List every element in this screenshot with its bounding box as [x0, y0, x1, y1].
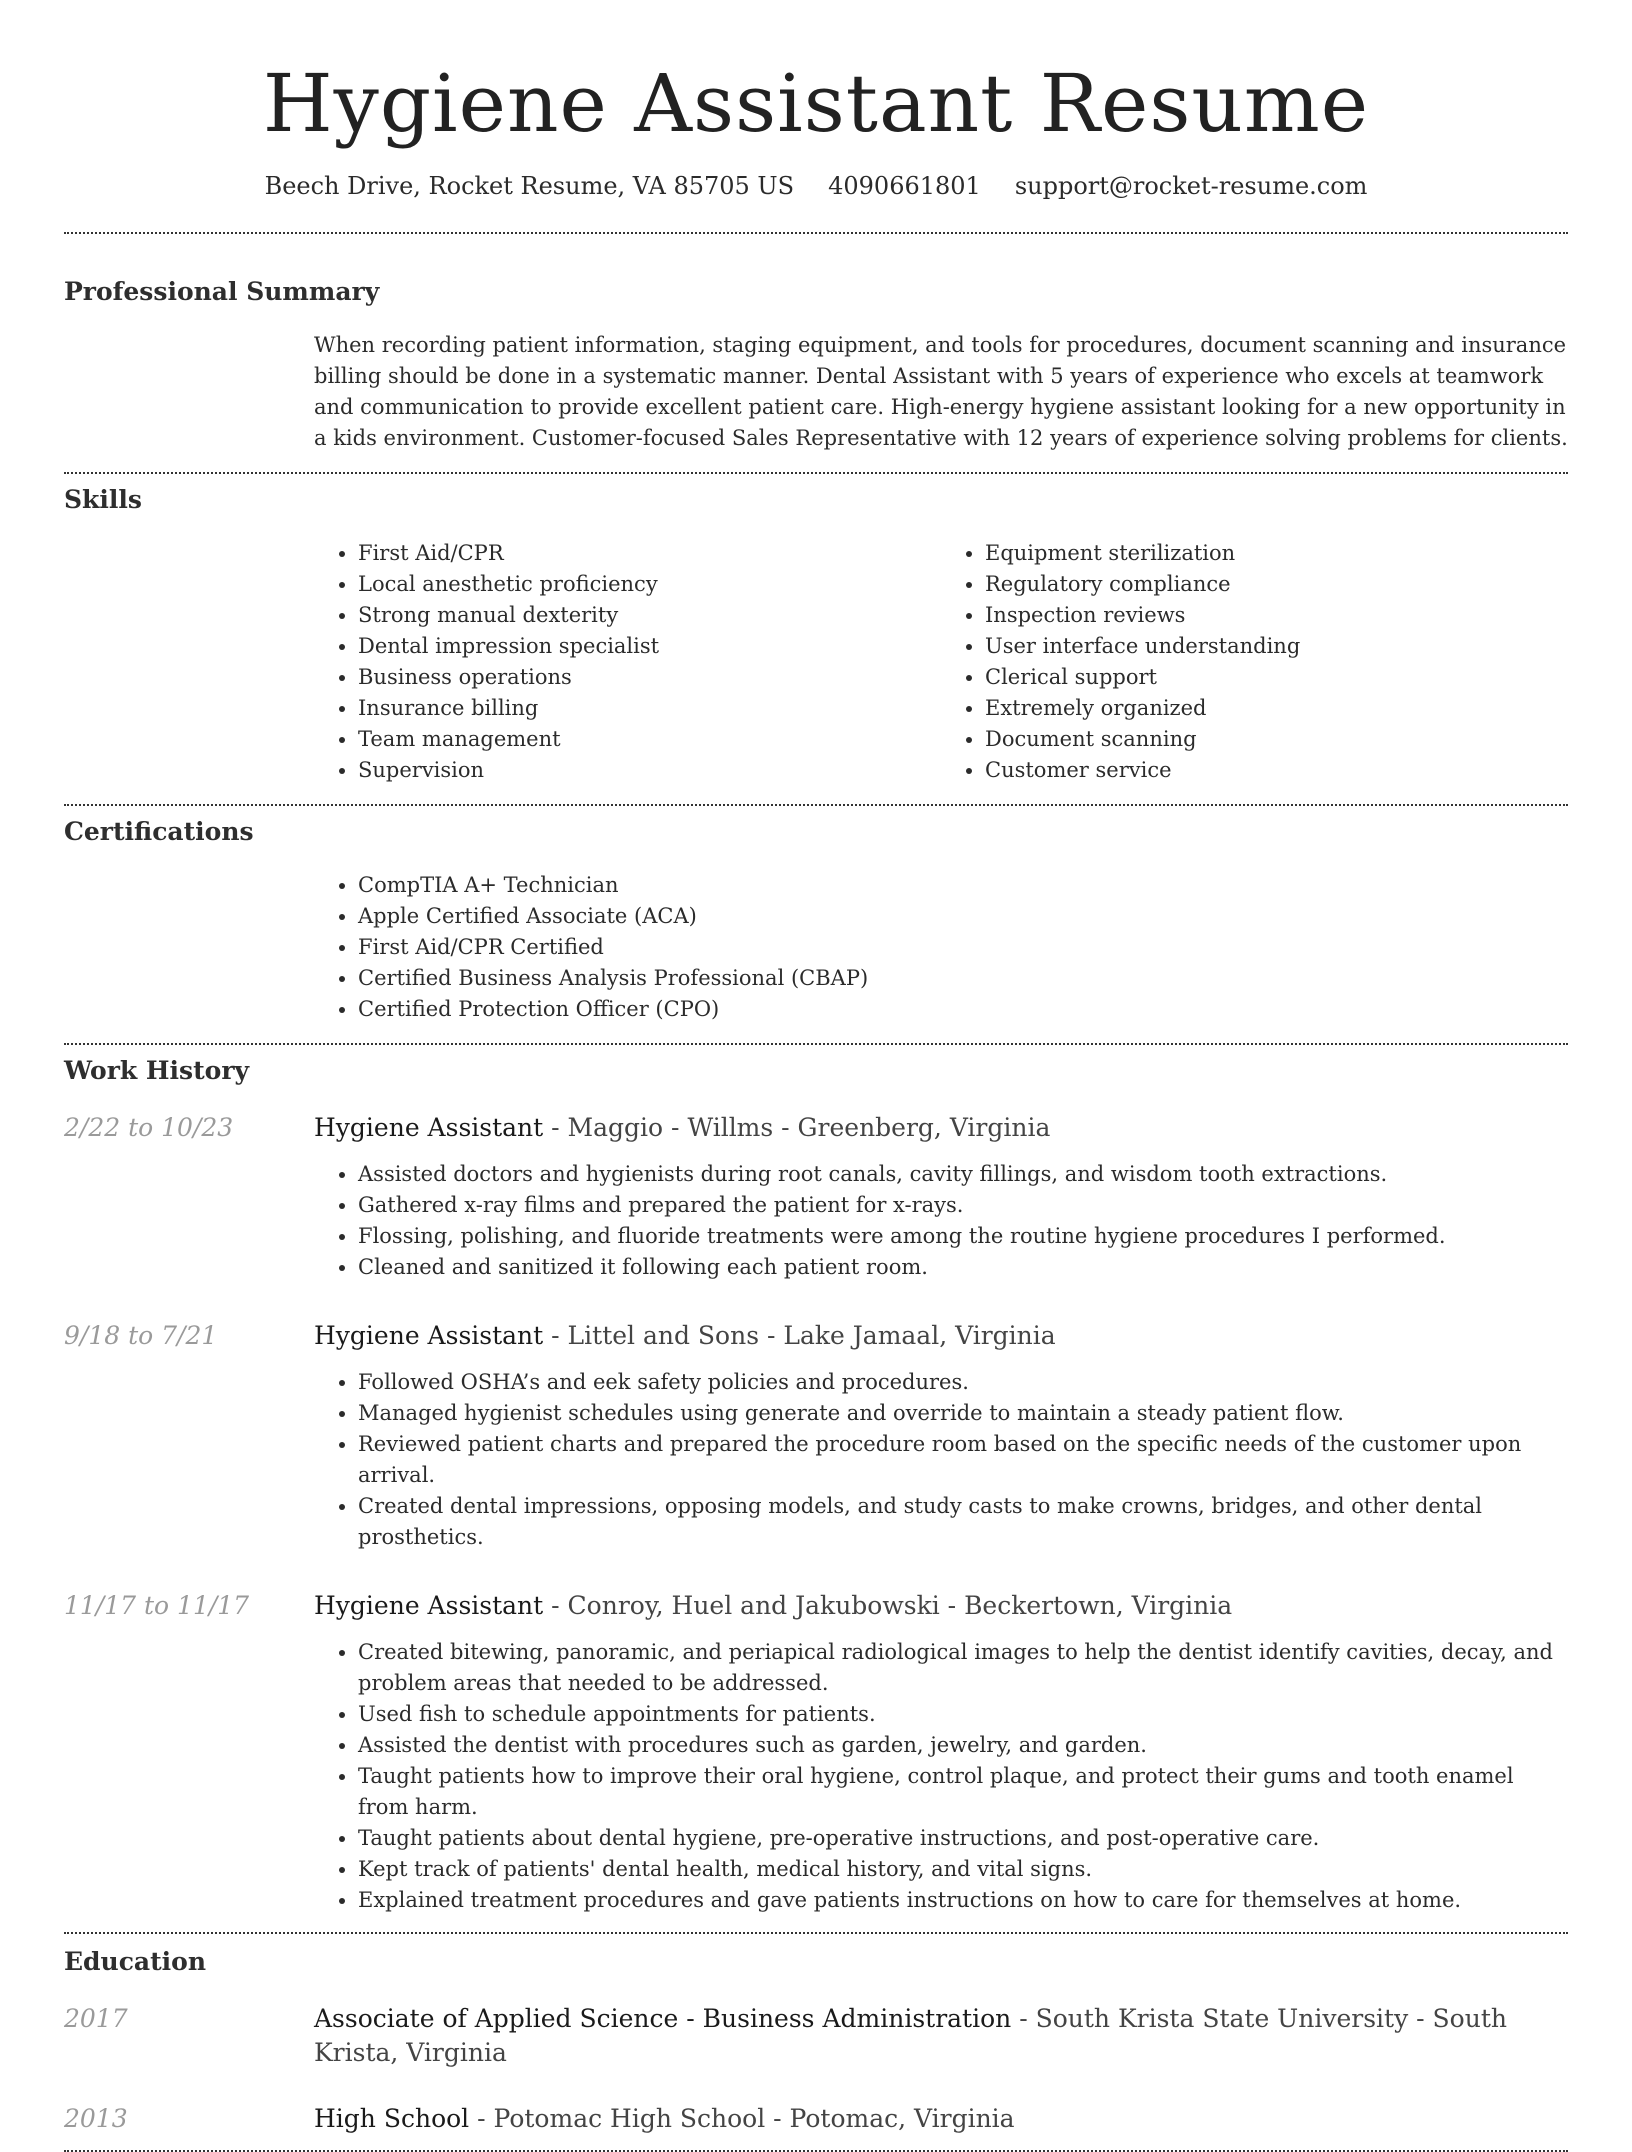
skills-list-right [941, 538, 1568, 786]
contact-address: Beech Drive, Rocket Resume, VA 85705 US [264, 172, 795, 200]
skill-item: • Business operations [358, 662, 941, 693]
job-bullet: • Created bitewing, panoramic, and periapical radiological images to help the dentist identify cavities, decay, and problem areas that needed to be addressed. [358, 1637, 1568, 1699]
skill-item: • Insurance billing [358, 693, 941, 724]
job-bullet: • Taught patients how to improve their oral hygiene, control plaque, and protect their gums and tooth enamel from harm. [358, 1761, 1568, 1823]
summary-section [64, 234, 1568, 454]
skill-item: • Local anesthetic proficiency [358, 569, 941, 600]
certification-item: • Certified Business Analysis Professional (CBAP) [358, 963, 1568, 994]
skill-item: • Inspection reviews [985, 600, 1568, 631]
skill-item: • Extremely organized [985, 693, 1568, 724]
education-school-location: - South Krista State University - South Krista, Virginia [314, 2004, 1507, 2067]
certification-item: • Certified Protection Officer (CPO) [358, 994, 1568, 1025]
skill-item: • Regulatory compliance [985, 569, 1568, 600]
job-bullet: • Managed hygienist schedules using generate and override to maintain a steady patient flow. [358, 1398, 1568, 1429]
job-bullet: • Reviewed patient charts and prepared the procedure room based on the specific needs of the customer upon arrival. [358, 1429, 1568, 1491]
skill-item: • Equipment sterilization [985, 538, 1568, 569]
job-employer-location: - Conroy, Huel and Jakubowski - Beckertown, Virginia [543, 1591, 1233, 1620]
certification-item: • CompTIA A+ Technician [358, 870, 1568, 901]
skill-item: • User interface understanding [985, 631, 1568, 662]
skill-item: • Document scanning [985, 724, 1568, 755]
skill-item: • Clerical support [985, 662, 1568, 693]
job-title: Hygiene Assistant [314, 1591, 544, 1620]
job-bullet: • Explained treatment procedures and gave patients instructions on how to care for themselves at home. [358, 1885, 1568, 1916]
certification-item: • First Aid/CPR Certified [358, 932, 1568, 963]
job-dates: 9/18 to 7/21 [64, 1321, 218, 1350]
job-bullet: • Taught patients about dental hygiene, pre-operative instructions, and post-operative care. [358, 1823, 1568, 1854]
job-heading [314, 1589, 1568, 1623]
education-entry [64, 2002, 1568, 2070]
job-entry [64, 1589, 1568, 1916]
work-history-section [64, 1045, 1568, 1916]
skill-item: • Strong manual dexterity [358, 600, 941, 631]
education-entry [64, 2102, 1568, 2136]
education-degree: High School [314, 2104, 470, 2133]
skills-section [64, 474, 1568, 786]
summary-text: When recording patient information, staging equipment, and tools for procedures, document scanning and insurance billing should be done in a systematic manner. Dental Assistant with 5 years of experience who excels at teamwork and communication to provide excellent patient care. High-energy hygiene assistant looking for a new opportunity in a kids environment. Customer-focused Sales Representative with 12 years of experience solving problems for clients. [314, 333, 1568, 450]
skills-list-left [314, 538, 941, 786]
certifications-heading: Certifications [64, 817, 254, 846]
job-dates: 2/22 to 10/23 [64, 1113, 234, 1142]
job-bullets [314, 1637, 1568, 1916]
job-employer-location: - Maggio - Willms - Greenberg, Virginia [543, 1113, 1051, 1142]
job-bullet: • Assisted doctors and hygienists during root canals, cavity fillings, and wisdom tooth extractions. [358, 1159, 1568, 1190]
skill-item: • Dental impression specialist [358, 631, 941, 662]
job-title: Hygiene Assistant [314, 1321, 544, 1350]
certification-item: • Apple Certified Associate (ACA) [358, 901, 1568, 932]
job-bullets [314, 1159, 1568, 1283]
resume-page [64, 0, 1568, 2152]
skill-item: • Supervision [358, 755, 941, 786]
work-history-heading: Work History [64, 1056, 250, 1085]
job-bullet: • Flossing, polishing, and fluoride treatments were among the routine hygiene procedures I performed. [358, 1221, 1568, 1252]
contact-line [64, 170, 1568, 202]
certifications-section [64, 806, 1568, 1025]
contact-email: support@rocket-resume.com [1014, 172, 1368, 200]
skills-heading: Skills [64, 485, 142, 514]
education-year: 2017 [64, 2004, 128, 2033]
job-bullet: • Kept track of patients' dental health, medical history, and vital signs. [358, 1854, 1568, 1885]
job-employer-location: - Littel and Sons - Lake Jamaal, Virginia [543, 1321, 1056, 1350]
certifications-list [314, 870, 1568, 1025]
job-dates: 11/17 to 11/17 [64, 1591, 250, 1620]
education-section [64, 1934, 1568, 2136]
job-bullet: • Created dental impressions, opposing models, and study casts to make crowns, bridges, and other dental prosthetics. [358, 1491, 1568, 1553]
education-degree: Associate of Applied Science - Business Administration [314, 2004, 1012, 2033]
summary-heading: Professional Summary [64, 277, 380, 306]
education-school-location: - Potomac High School - Potomac, Virginia [469, 2104, 1015, 2133]
job-bullet: • Gathered x-ray films and prepared the patient for x-rays. [358, 1190, 1568, 1221]
job-title: Hygiene Assistant [314, 1113, 544, 1142]
skill-item: • First Aid/CPR [358, 538, 941, 569]
skill-item: • Customer service [985, 755, 1568, 786]
resume-title: Hygiene Assistant Resume [262, 57, 1370, 150]
job-bullet: • Used fish to schedule appointments for patients. [358, 1699, 1568, 1730]
contact-phone: 4090661801 [828, 172, 981, 200]
education-heading: Education [64, 1947, 207, 1976]
skill-item: • Team management [358, 724, 941, 755]
job-entry [64, 1111, 1568, 1283]
job-heading [314, 1111, 1568, 1145]
job-bullet: • Assisted the dentist with procedures such as garden, jewelry, and garden. [358, 1730, 1568, 1761]
education-year: 2013 [64, 2104, 128, 2133]
education-heading-line [314, 2102, 1568, 2136]
job-heading [314, 1319, 1568, 1353]
job-bullet: • Cleaned and sanitized it following each patient room. [358, 1252, 1568, 1283]
job-bullets [314, 1367, 1568, 1553]
education-heading-line [314, 2002, 1568, 2070]
job-entry [64, 1319, 1568, 1553]
job-bullet: • Followed OSHA’s and eek safety policies and procedures. [358, 1367, 1568, 1398]
